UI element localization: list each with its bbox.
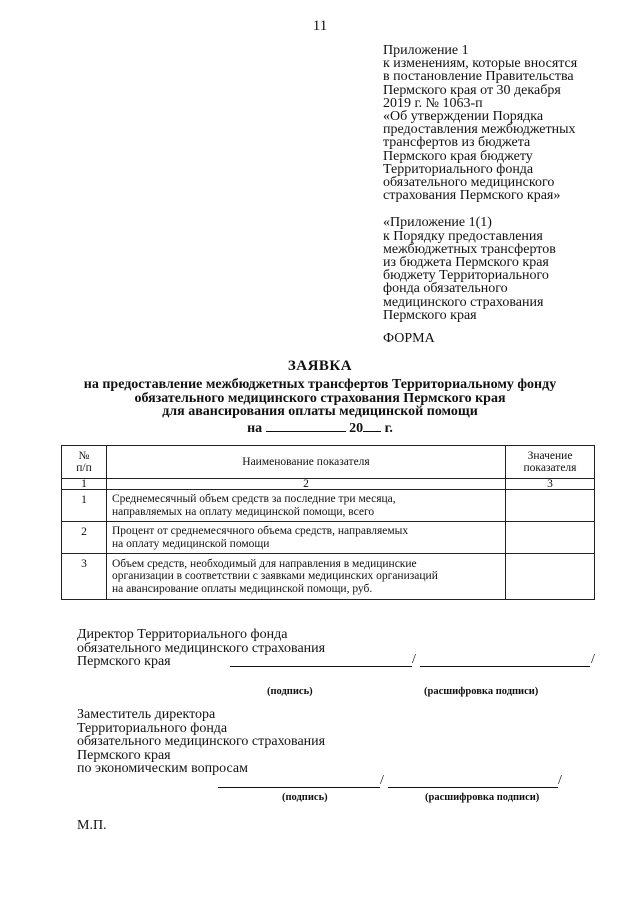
director-decode-caption: (расшифровка подписи) [424,686,539,697]
row-name: Среднемесячный объем средств за последние три месяца, направляемых на оплату медицинской помощи, всего [107,490,506,522]
row-value[interactable] [506,522,595,554]
annex-subline: медицинского страхования [383,294,544,310]
table-header-row [62,446,595,479]
deputy-signature-caption: (подпись) [282,792,328,803]
annex-header [383,44,633,322]
table-row [62,522,595,554]
deputy-title-line: Пермского края [77,747,171,763]
subtitle-line: на предоставление межбюджетных трансфертов Территориальному фонду [83,377,557,392]
header-num: № п/п [62,446,107,479]
annex-line: трансфертов из бюджета [383,135,531,151]
row-name: Процент от среднемесячного объема средств, направляемых на оплату медицинской помощи [107,522,506,554]
director-signature-line[interactable] [230,666,412,667]
annex-subline: «Приложение 1(1) [383,215,492,231]
annex-line: 2019 г. № 1063-п [383,95,483,111]
row-number: 1 [62,490,107,522]
annex-subline: бюджету Территориального [383,268,549,284]
director-title-line: Пермского края [77,654,171,669]
year-blank[interactable] [363,419,381,432]
header-value: Значение показателя [506,446,595,479]
page-number: 11 [312,18,328,34]
annex-line: «Об утверждении Порядка [383,109,544,125]
document-title: ЗАЯВКА [287,358,353,374]
director-title-line: Директор Территориального фонда [77,627,288,642]
header-name: Наименование показателя [107,446,506,479]
date-prefix: на [247,420,263,436]
deputy-title-line: обязательного медицинского страхования [77,734,326,749]
deputy-signature-line[interactable] [218,787,380,788]
subtitle-line: для авансирования оплаты медицинской помощи [162,404,478,419]
slash-separator: / [558,773,562,788]
director-title-line: обязательного медицинского страхования [77,640,326,656]
row-name: Объем средств, необходимый для направления в медицинские организации в соответствии с заявками медицинских организаций на авансирование оплаты медицинской помощи, руб. [107,554,506,600]
subtitle-line: обязательного медицинского страхования Пермского края [134,390,506,406]
annex-line: Пермского края от 30 декабря [383,82,561,98]
form-label: ФОРМА [383,331,435,346]
director-signature-block [77,628,325,669]
annex-line: страхования Пермского края» [383,188,561,204]
stamp-label: М.П. [77,818,107,833]
annex-line: Территориального фонда [383,161,534,177]
date-line [0,419,640,436]
index-cell: 1 [62,479,107,490]
annex-subline: Пермского края [383,307,477,323]
document-subtitle [0,378,640,435]
annex-subline: к Порядку предоставления [383,228,543,244]
slash-separator: / [591,652,595,667]
row-value[interactable] [506,554,595,600]
deputy-decode-caption: (расшифровка подписи) [425,792,540,803]
annex-line: в постановление Правительства [383,69,574,85]
annex-line: предоставления межбюджетных [383,122,576,138]
director-signature-caption: (подпись) [267,686,313,697]
row-number: 2 [62,522,107,554]
table-row [62,490,595,522]
annex-line: Пермского края бюджету [383,148,533,164]
slash-separator: / [380,773,384,788]
annex-subline: фонда обязательного [383,281,508,297]
table-row [62,554,595,600]
index-cell: 3 [506,479,595,490]
row-value[interactable] [506,490,595,522]
annex-subline: межбюджетных трансфертов [383,241,556,257]
deputy-title-line: Заместитель директора [77,707,216,722]
date-suffix: г. [384,420,393,436]
indicators-table [61,445,595,600]
director-decode-line[interactable] [420,666,590,667]
annex-line: Приложение 1 [383,43,469,58]
deputy-signature-block [77,708,325,776]
slash-separator: / [412,652,416,667]
deputy-decode-line[interactable] [388,787,558,788]
date-blank[interactable] [266,419,346,432]
annex-subline: из бюджета Пермского края [383,255,549,271]
index-cell: 2 [107,479,506,490]
date-year: 20 [349,420,364,436]
table-index-row [62,479,595,490]
row-number: 3 [62,554,107,600]
deputy-title-line: по экономическим вопросам [77,761,248,776]
deputy-title-line: Территориального фонда [77,720,228,736]
annex-line: к изменениям, которые вносятся [383,56,578,72]
annex-line: обязательного медицинского [383,175,555,191]
